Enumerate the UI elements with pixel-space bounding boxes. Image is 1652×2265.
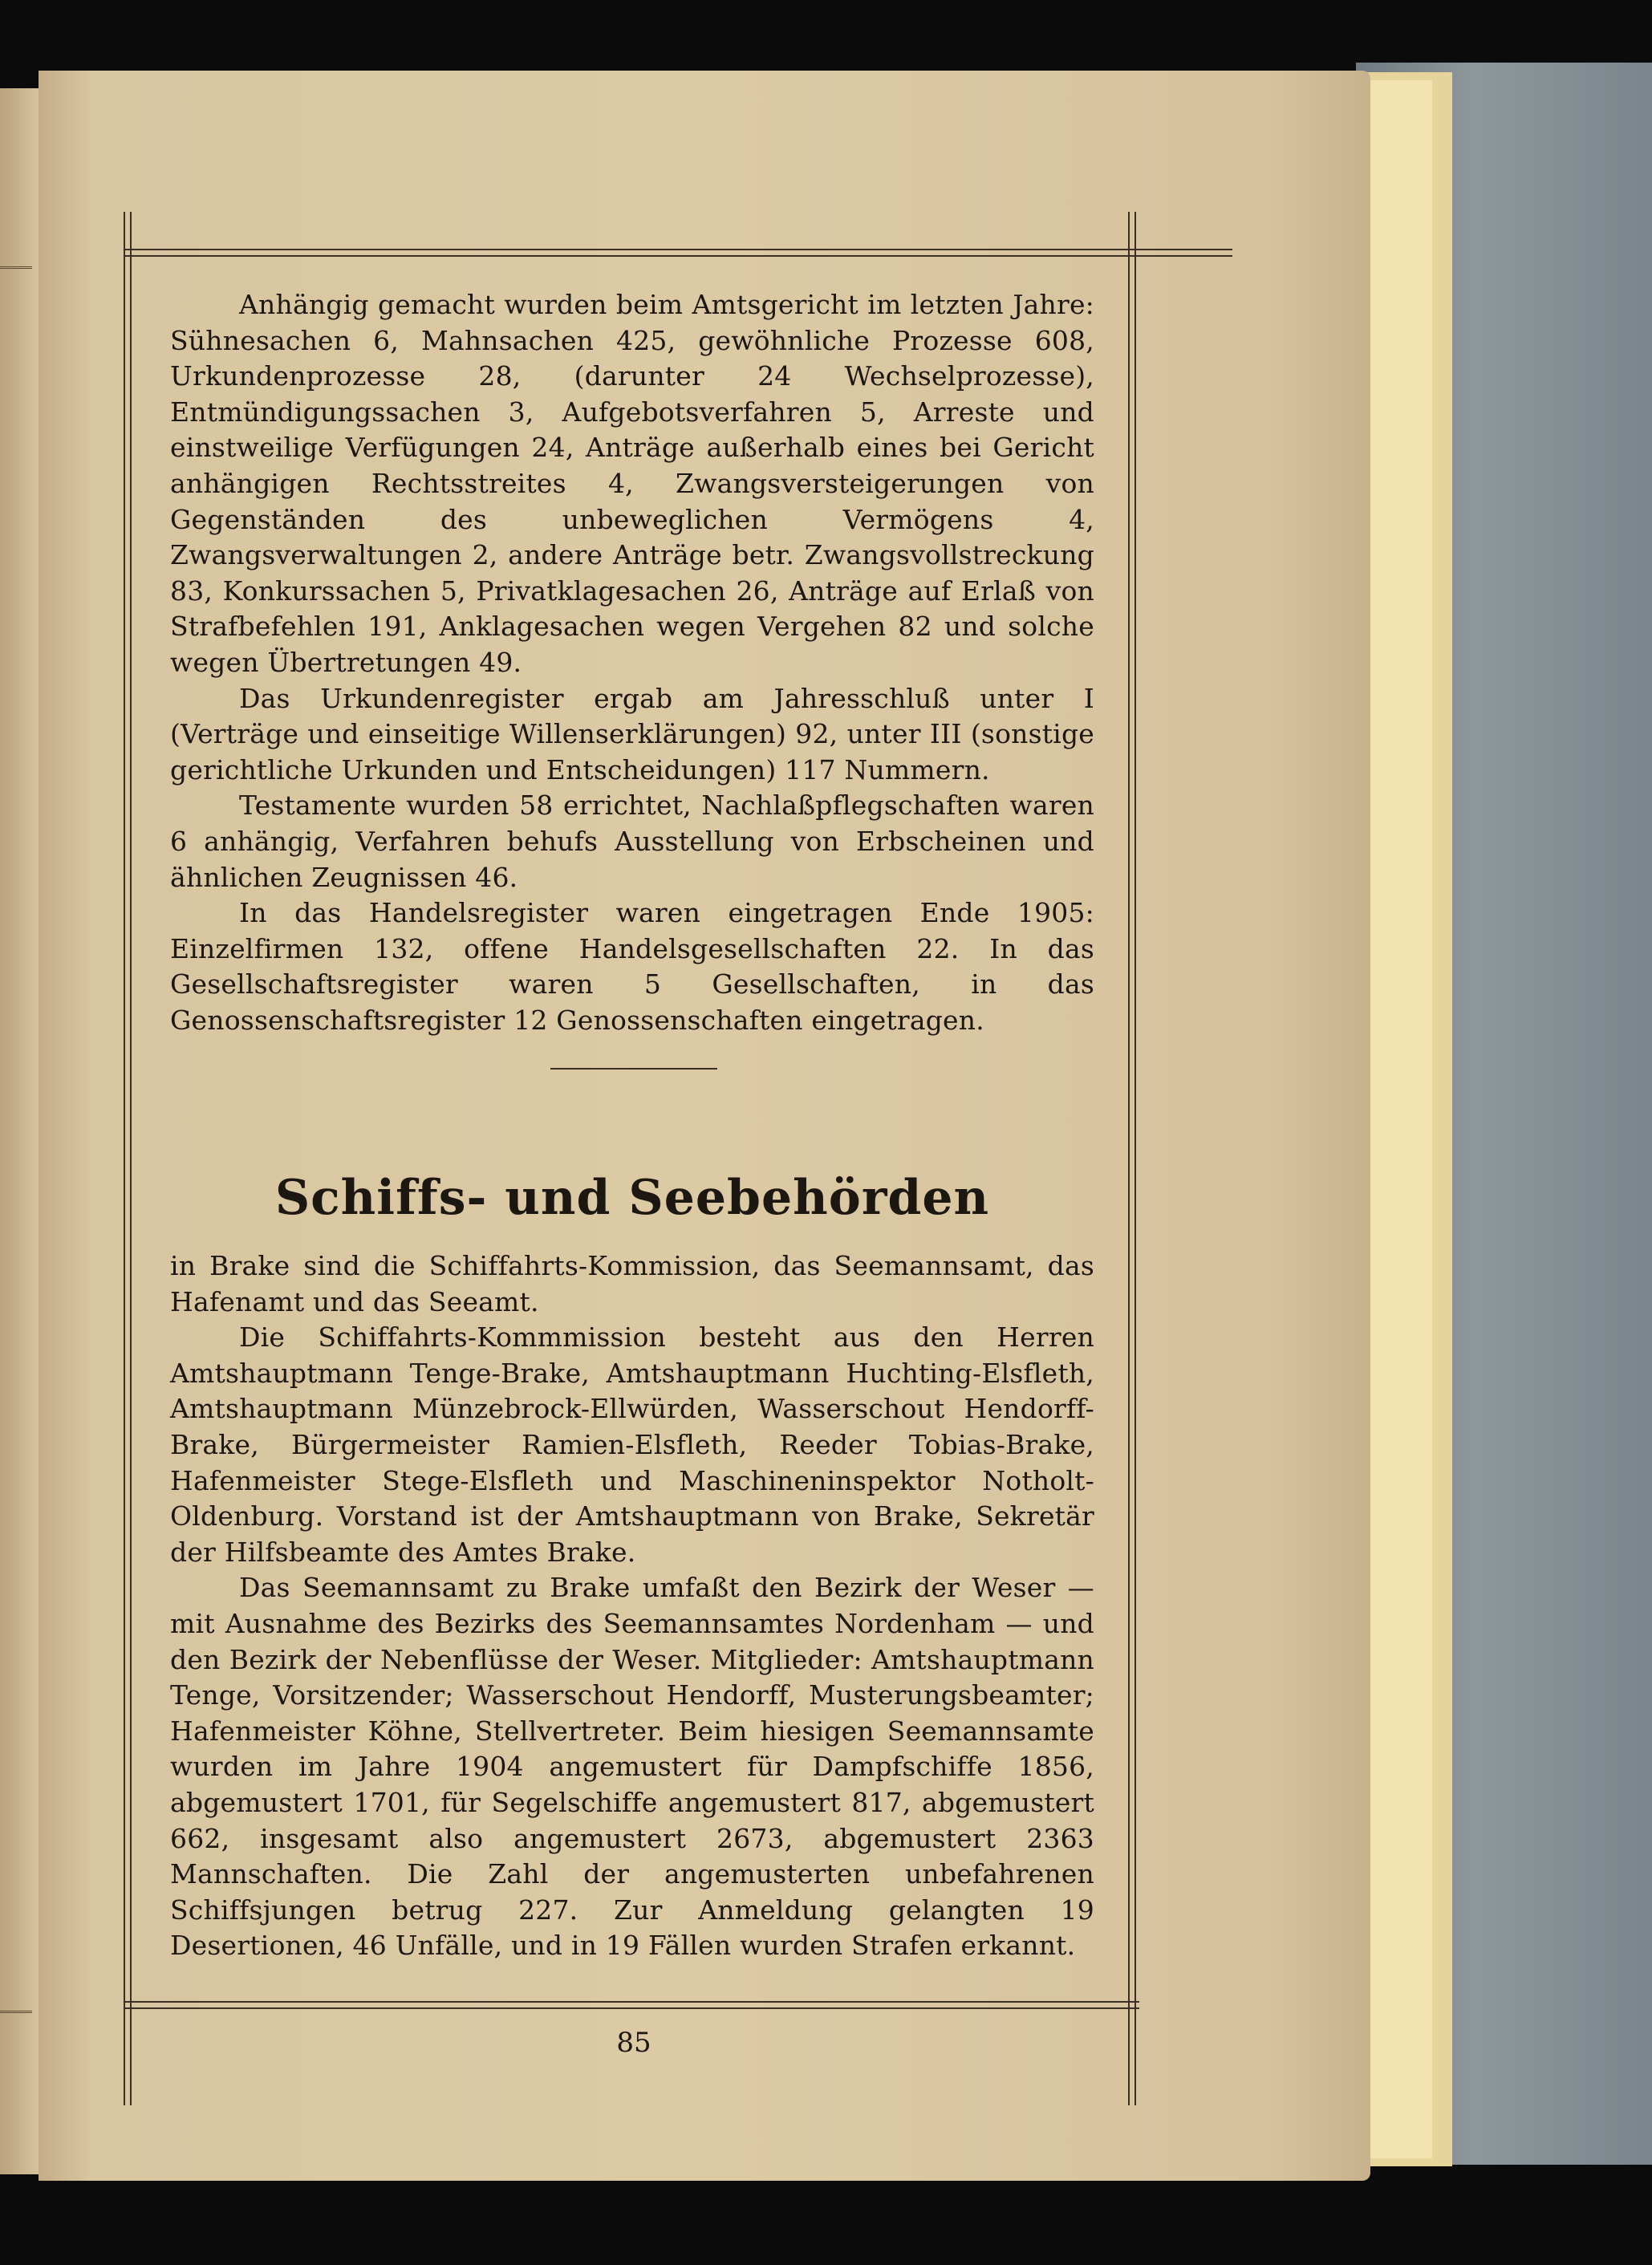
previous-page-rule [0, 2011, 32, 2013]
frame-left-line [124, 249, 125, 2007]
paragraph-court-cases: Anhängig gemacht wurden beim Amtsgericht im letzten Jahre: Sühnesachen 6, Mahnsachen 425, gewöhnliche Prozesse 608, Urkundenprozesse 28, (darunter 24 Wechselprozesse), Entmündigungssachen 3, Aufgebotsverfahren 5, Arreste und einstweilige Verfügungen 24, Anträge außerhalb eines bei Gericht anhängigen Rechtsstreites 4, Zwangsversteigerungen von Gegenständen des unbeweglichen Vermögens 4, Zwangsverwaltungen 2, andere Anträge betr. Zwangsvollstreckung 83, Konkurssachen 5, Privatklagesachen 26, Anträge auf Erlaß von Strafbefehlen 191, Anklagesachen wegen Vergehen 82 und solche wegen Übertretungen 49. [170, 289, 1094, 678]
frame-top-rule-inner [125, 255, 1232, 257]
paragraph-shipping-commission: Die Schiffahrts-Kommmission besteht aus den Herren Amtshauptmann Tenge-Brake, Amtshauptmann Huchting-Elsfleth, Amtshauptmann Münzebrock-Ellwürden, Wasserschout Hendorff-Brake, Bürgermeister Ramien-Elsfleth, Reeder Tobias-Brake, Hafenmeister Stege-Elsfleth und Maschineninspektor Notholt-Oldenburg. Vorstand ist der Amtshauptmann von Brake, Sekretär der Hilfsbeamte des Amtes Brake. [170, 1321, 1094, 1568]
paragraph-testaments: Testamente wurden 58 errichtet, Nachlaßpflegschaften waren 6 anhängig, Verfahren behufs Ausstellung von Erbscheinen und ähnlichen Zeugnissen 46. [170, 790, 1094, 893]
page-edges-inner [1368, 80, 1432, 2158]
frame-bottom-rule-inner [124, 2001, 1139, 2003]
page-number: 85 [616, 2027, 651, 2059]
previous-page-rule [0, 266, 32, 269]
section-separator [550, 1068, 717, 1070]
frame-bottom-rule [124, 2007, 1139, 2009]
frame-right-line-inner [1128, 255, 1130, 2001]
maritime-authorities-section [170, 1248, 1094, 1964]
section-heading: Schiffs- und Seebehörden [274, 1170, 990, 1226]
paragraph-commercial-register: In das Handelsregister waren eingetragen Ende 1905: Einzelfirmen 132, offene Handelsgesellschaften 22. In das Gesellschaftsregister waren 5 Gesellschaften, in das Genossenschaftsregister 12 Genossenschaften eingetragen. [170, 897, 1094, 1036]
frame-right-line [1134, 249, 1136, 2007]
frame-top-rule [125, 249, 1232, 250]
paragraph-seamens-office: Das Seemannsamt zu Brake umfaßt den Bezirk der Weser — mit Ausnahme des Bezirks des Seemannsamtes Nordenham — und den Bezirk der Nebenflüsse der Weser. Mitglieder: Amtshauptmann Tenge, Vorsitzender; Wasserschout Hendorff, Musterungsbeamter; Hafenmeister Köhne, Stellvertreter. Beim hiesigen Seemannsamte wurden im Jahre 1904 angemustert für Dampfschiffe 1856, abgemustert 1701, für Segelschiffe angemustert 817, abgemustert 662, insgesamt also angemustert 2673, abgemustert 2363 Mannschaften. Die Zahl der angemusterten unbefahrenen Schiffsjungen betrug 227. Zur Anmeldung gelangten 19 Desertionen, 46 Unfälle, und in 19 Fällen wurden Strafen erkannt. [170, 1572, 1094, 1962]
frame-left-line-inner [130, 255, 132, 2001]
previous-page-edge [0, 88, 39, 2174]
paragraph-authorities-intro: in Brake sind die Schiffahrts-Kommission, das Seemannsamt, das Hafenamt und das Seeamt. [170, 1250, 1094, 1317]
paragraph-document-register: Das Urkundenregister ergab am Jahresschluß unter I (Verträge und einseitige Willenserklärungen) 92, unter III (sonstige gerichtliche Urkunden und Entscheidungen) 117 Nummern. [170, 682, 1094, 785]
court-statistics-section [170, 287, 1094, 1038]
